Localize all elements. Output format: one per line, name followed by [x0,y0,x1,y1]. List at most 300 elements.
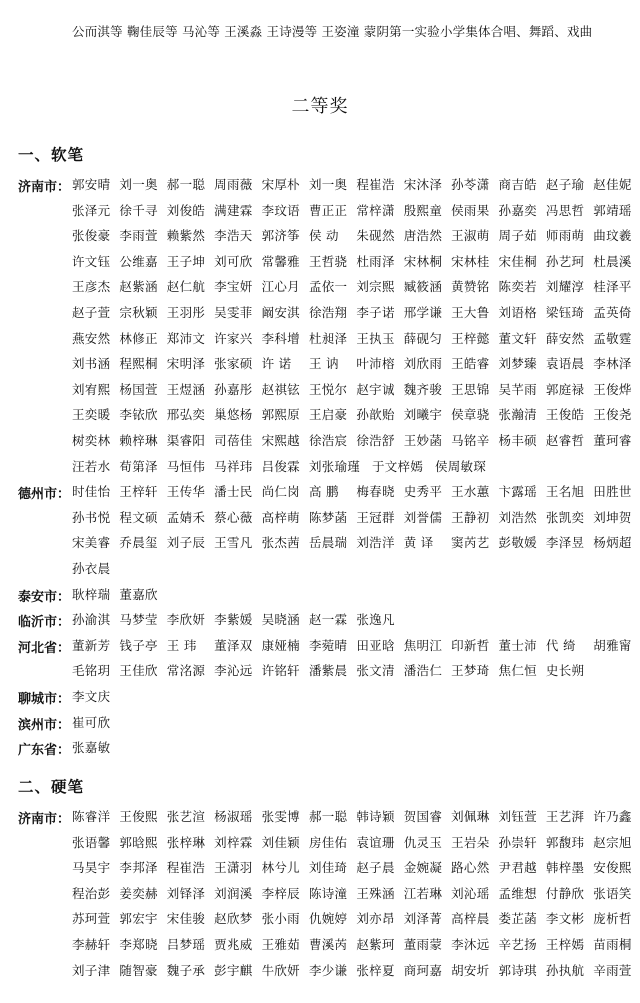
winner-name: 王水蕙 [451,484,490,500]
winner-name: 陈睿洋 [72,809,111,824]
winner-name: 贺国睿 [403,809,443,824]
name-row [72,533,640,551]
winner-name: 王执玉 [356,330,395,346]
winner-name: 韩诗颖 [356,809,395,824]
winner-name: 巢悠杨 [214,407,253,423]
winner-name: 张小雨 [261,911,300,927]
winner-name: 李文彬 [545,911,585,927]
winner-name: 刘耀淳 [545,279,585,295]
winner-name: 张语馨 [72,834,111,850]
winner-name: 吴雯菲 [214,305,253,320]
winner-name: 王羽彤 [166,305,206,320]
name-row [72,585,640,603]
winner-name: 史长朔 [545,663,585,679]
winner-name: 程崔浩 [166,860,206,876]
city-label: 广东省： [18,743,71,759]
winner-name: 李宝妍 [214,279,253,295]
winner-name: 孟维想 [498,885,537,901]
winner-name: 满建霖 [214,202,253,218]
winner-name: 董士沛 [498,637,537,653]
winner-name: 杨国萱 [119,381,158,397]
winner-name: 郭济筝 [261,228,300,244]
name-row [72,610,640,628]
winner-name: 李郑晓 [119,937,158,952]
winner-name: 张梓夏 [356,962,395,978]
winner-name: 师雨萌 [545,228,585,244]
winner-name: 王潇羽 [214,860,253,876]
winner-name: 李紫媛 [214,612,253,628]
city-label: 泰安市： [18,589,71,605]
winner-name: 冯思哲 [545,202,585,218]
winner-name: 赵子晨 [356,860,395,876]
winner-name: 仇婉婷 [308,911,348,927]
winner-name: 赵一霖 [308,612,348,628]
winner-name: 马恒伟 [166,458,206,474]
winner-name: 辛雨萱 [593,962,632,978]
name-row [72,884,640,902]
winner-name: 王殊涵 [356,885,395,901]
winner-name: 刘宥熙 [72,381,111,397]
winner-name: 曹正正 [308,202,348,218]
winner-name: 张杰茜 [261,535,300,551]
winner-name: 张雯博 [261,809,300,824]
winner-name: 周雨薇 [214,177,253,192]
winner-name: 燕安然 [72,330,111,346]
winner-name: 李梓辰 [261,885,300,901]
winner-name: 张家硕 [214,356,253,372]
name-row [72,201,640,219]
winner-name: 李少谦 [308,962,348,978]
name-row [72,508,640,526]
winner-name: 苗雨桐 [593,937,632,952]
winner-name: 邢弘奕 [166,407,206,423]
winner-name: 吴晓涵 [261,612,300,628]
winner-name: 房佳佑 [308,834,348,850]
winner-name: 刘誉儒 [403,509,443,525]
winner-name: 侯 动 [308,228,339,244]
winner-name: 蔡心薇 [214,509,253,525]
winner-name: 李赫轩 [72,937,111,952]
winner-name: 史秀平 [403,484,443,500]
winner-name: 刘润溪 [214,885,253,901]
winner-name: 宋厚朴 [261,177,300,192]
winner-name: 姜奕赫 [119,885,158,901]
winner-name: 杜晨溪 [593,253,632,269]
winner-name: 乔晨玺 [119,535,158,551]
winner-name: 王淑萌 [451,228,490,244]
winner-name: 时佳怡 [72,484,111,500]
winner-name: 焦明江 [403,637,443,653]
winner-name: 王静初 [451,509,490,525]
winner-name: 宋熙越 [261,433,300,448]
winner-name: 娄芷菡 [498,911,537,927]
winner-name: 王梓嫣 [545,937,585,952]
winner-name: 孙歆贻 [356,407,395,423]
winner-name: 树奕林 [72,433,111,448]
name-row [72,687,640,705]
name-row [72,636,640,654]
winner-name: 刘佳颖 [261,834,300,850]
name-row [72,738,640,756]
winner-name: 王雅茹 [261,937,300,952]
winner-name: 韩梓墨 [545,860,585,876]
winner-name: 程崔浩 [356,177,395,192]
winner-name: 林兮儿 [261,860,300,876]
winner-name: 路心然 [451,860,490,876]
winner-name: 郭诗琪 [498,962,537,978]
winner-name: 郝一聪 [308,809,348,824]
winner-name: 杨炳超 [593,535,632,551]
winner-name: 司蓓佳 [214,433,253,448]
winner-name: 刘子辰 [166,535,206,551]
winner-name: 刘宗熙 [356,279,395,295]
winner-name: 王大鲁 [451,305,490,320]
winner-name: 于文梓嫣 [371,458,424,474]
winner-name: 程文硕 [119,509,158,525]
winner-name: 王皓睿 [451,356,490,372]
winner-name: 林修正 [119,330,158,346]
winner-name: 王悦尔 [308,381,348,397]
winner-name: 尚仁岗 [261,484,300,500]
winner-name: 程治彭 [72,885,111,901]
name-row [72,713,640,731]
winner-name: 吕梦瑶 [166,937,206,952]
winner-name: 王雪凡 [214,535,253,551]
winner-name: 刘浩然 [498,509,537,525]
winner-name: 臧筱涵 [403,279,443,295]
winner-name: 耿梓瑞 [72,586,111,602]
winner-name: 常馨雅 [261,253,300,269]
winner-name: 田亚晗 [356,637,395,653]
winner-name: 孙艺珂 [545,253,585,269]
winner-name: 赵欣梦 [214,911,253,927]
winner-name: 李子诺 [356,305,395,320]
winner-name: 刘铎泽 [166,885,206,901]
name-row [72,457,640,475]
winner-name: 潘浩仁 [403,663,443,679]
name-row [72,858,640,876]
winner-name: 李沐远 [451,937,490,952]
winner-name: 赖紫然 [166,228,206,244]
winner-name: 陈诗潼 [308,885,348,901]
winner-name: 郭熙原 [261,407,300,423]
winner-name: 孙嘉奕 [498,202,537,218]
winner-name: 常洺源 [166,663,206,679]
winner-name: 李林泽 [593,356,632,372]
winner-name: 孙苓潇 [451,177,490,192]
winner-name: 刘佩琳 [451,809,490,824]
winner-name: 康娅楠 [261,637,300,653]
winner-name: 孟婧禾 [166,509,206,525]
winner-name: 高梓晨 [451,911,490,927]
winner-name: 杜雨泽 [356,253,395,269]
winner-name: 刘佳琦 [308,860,348,876]
winner-name: 李欣妍 [166,612,206,628]
winner-name: 王俊尧 [593,407,632,423]
winner-name: 刘沁瑶 [451,885,490,901]
winner-name: 李邦泽 [119,860,158,876]
name-row [72,354,640,372]
winner-name: 王佳欣 [119,663,158,679]
winner-name: 张瀚清 [498,407,537,423]
winner-name: 殷熙童 [403,202,443,218]
winner-name: 许家兴 [214,330,253,346]
winner-name: 马昊宇 [72,860,111,876]
name-row [72,431,640,449]
winner-name: 王俊皓 [545,407,585,423]
winner-name: 阚安淇 [261,305,300,320]
winner-name: 辛艺扬 [498,937,537,952]
winner-name: 王哲骁 [308,253,348,269]
winner-name: 金婉凝 [403,860,443,876]
winner-name: 马梦莹 [119,612,158,628]
winner-name: 宋沐泽 [403,177,443,192]
winner-name: 张逸凡 [356,612,395,628]
winner-name: 安俊熙 [593,860,632,876]
winner-name: 刘欣雨 [403,356,443,372]
name-row [72,175,640,193]
winner-name: 宗秋颖 [119,305,158,320]
winner-name: 朱砚然 [356,228,395,244]
city-label: 滨州市： [18,717,71,733]
winner-name: 杨丰硕 [498,433,537,448]
winner-name: 魏齐骏 [403,381,443,397]
winner-name: 王 讷 [308,356,339,372]
previous-award-line: 公而淇等 鞠佳辰等 马沁等 王溪淼 王诗漫等 王姿潼 蒙阴第一实验小学集体合唱、舞蹈、戏曲 [72,24,593,39]
winner-name: 潘紫晨 [308,663,348,679]
winner-name: 邢学谦 [403,305,443,320]
winner-name: 马祥玮 [214,458,253,474]
winner-name: 庞析哲 [593,911,632,927]
winner-name: 桂泽平 [593,279,632,295]
winner-name: 崔可欣 [72,714,111,730]
winner-name: 王思锦 [451,381,490,397]
winner-name: 牛欣妍 [261,962,300,978]
winner-name: 王妙菡 [403,433,443,448]
city-label: 济南市： [18,812,71,827]
winner-name: 商珂嘉 [403,962,443,978]
winner-name: 董嘉欣 [119,586,158,602]
winner-name: 陈梦菡 [308,509,348,525]
winner-name: 袁谊珊 [356,834,395,850]
section-heading: 二、硬笔 [18,778,85,796]
winner-name: 徐浩宸 [308,433,348,448]
winner-name: 郑沛文 [166,330,206,346]
name-row [72,909,640,927]
name-row [72,277,640,295]
winner-name: 王子坤 [166,253,206,269]
winner-name: 赵佳妮 [593,177,632,192]
winner-name: 王名旭 [545,484,585,500]
winner-name: 赵子瑜 [545,177,585,192]
winner-name: 魏子承 [166,962,206,978]
name-row [72,226,640,244]
winner-name: 张俊豪 [72,228,111,244]
winner-name: 赵宇诚 [356,381,395,397]
winner-name: 刘亦昂 [356,911,395,927]
winner-name: 赵子萱 [72,305,111,320]
winner-name: 卞露瑶 [498,484,537,500]
name-row [72,329,640,347]
winner-name: 张梓琳 [166,834,206,850]
winner-name: 黄 译 [403,535,434,551]
winner-name: 孙执航 [545,962,585,978]
winner-name: 吕俊霖 [261,458,300,474]
winner-name: 郝一聪 [166,177,206,192]
winner-name: 王 玮 [166,637,197,653]
winner-name: 董泽双 [214,637,253,653]
winner-name: 王奕暖 [72,407,111,423]
name-row [72,482,640,500]
winner-name: 仇灵玉 [403,834,443,850]
winner-name: 赵宗旭 [593,834,632,850]
winner-name: 孟依一 [308,279,348,295]
winner-name: 刘俊皓 [166,202,206,218]
name-row [72,405,640,423]
winner-name: 郭庭禄 [545,381,585,397]
winner-name: 王梓轩 [119,484,158,500]
winner-name: 郭晗熙 [119,834,158,850]
name-row [72,252,640,270]
winner-name: 田胜世 [593,484,632,500]
winner-name: 黄赞铭 [451,279,490,295]
winner-name: 李菀晴 [308,637,348,653]
winner-name: 王启豪 [308,407,348,423]
winner-name: 李玟语 [261,202,300,218]
section-heading: 一、软笔 [18,146,85,164]
winner-name: 王岩朵 [451,834,490,850]
winner-name: 彭宇麒 [214,962,253,978]
winner-name: 吴芊雨 [498,381,537,397]
winner-name: 袁语晨 [545,356,585,372]
winner-name: 刘坤贺 [593,509,632,525]
winner-name: 宋明泽 [166,356,206,372]
winner-name: 胡安圻 [451,962,490,978]
name-row [72,303,640,321]
winner-name: 赵祺铉 [261,381,300,397]
winner-name: 杨淑瑶 [214,809,253,824]
winner-name: 赖梓琳 [119,433,158,448]
winner-name: 高 鹏 [308,484,339,500]
winner-name: 董新芳 [72,637,111,653]
winner-name: 岳晨瑞 [308,535,348,551]
winner-name: 刘曦宇 [403,407,443,423]
winner-name: 陈奕若 [498,279,537,295]
winner-name: 渠睿阳 [166,433,206,448]
winner-name: 曲玟羲 [593,228,632,244]
winner-name: 周子茹 [498,228,537,244]
winner-name: 马铭辛 [451,433,490,448]
winner-name: 许铭轩 [261,663,300,679]
name-row [72,935,640,953]
winner-name: 王俊烨 [593,381,632,397]
winner-name: 王梦琦 [451,663,490,679]
winner-name: 刘可欣 [214,253,253,269]
winner-name: 苏珂萱 [72,911,111,927]
winner-name: 常梓潇 [356,202,395,218]
winner-name: 李文庆 [72,689,111,704]
winner-name: 张艺渲 [166,809,206,824]
winner-name: 焦仁恒 [498,663,537,679]
winner-name: 尹君越 [498,860,537,876]
winner-name: 高梓萌 [261,509,300,525]
winner-name: 孟英倚 [593,305,632,320]
winner-name: 江心月 [261,279,300,295]
winner-name: 侯章骁 [451,407,490,423]
winner-name: 刘书涵 [72,356,111,372]
winner-name: 刘梦臻 [498,356,537,372]
winner-name: 刘梓霖 [214,834,253,850]
winner-name: 张嘉敏 [72,740,111,756]
winner-name: 侯周敏琛 [434,458,487,474]
winner-name: 薛安然 [545,330,585,346]
winner-name: 刘钰萱 [498,809,537,824]
winner-name: 荀第泽 [119,458,158,474]
winner-name: 宋美睿 [72,535,111,551]
winner-name: 孟敬霆 [593,330,632,346]
name-row [72,661,640,679]
winner-name: 孙崇轩 [498,834,537,850]
city-label: 济南市： [18,180,71,195]
name-row [72,559,640,577]
winner-name: 王俊熙 [119,809,158,824]
winner-name: 印新哲 [451,637,490,653]
winner-name: 李雨萱 [119,228,158,244]
winner-name: 徐浩翔 [308,305,348,320]
winner-name: 许文钰 [72,253,111,269]
winner-name: 程熙桐 [119,356,158,372]
winner-name: 唐浩然 [403,228,443,244]
winner-name: 王传华 [166,484,206,500]
winner-name: 刘泽菁 [403,911,443,927]
winner-name: 张语笑 [593,885,632,901]
city-label: 德州市： [18,487,71,503]
winner-name: 张泽元 [72,202,111,218]
name-row [72,961,640,979]
winner-name: 公维嘉 [119,253,158,269]
name-row [72,380,640,398]
winner-name: 王彦杰 [72,279,111,295]
winner-name: 窦芮艺 [451,535,490,551]
winner-name: 郭馥玮 [545,834,585,850]
winner-name: 孙书悦 [72,509,111,525]
winner-name: 孙衣晨 [72,561,111,576]
winner-name: 李科增 [261,330,300,346]
winner-name: 李沁远 [214,663,253,679]
winner-name: 刘一奥 [308,177,348,192]
winner-name: 潘士民 [214,484,253,500]
winner-name: 李浩天 [214,228,253,244]
winner-name: 刘张瑜瑾 [308,458,361,474]
winner-name: 江若琳 [403,885,443,901]
winner-name: 孙渝淇 [72,612,111,628]
winner-name: 许 诺 [261,356,292,372]
winner-name: 叶沛榕 [356,356,395,372]
winner-name: 彭敬媛 [498,535,537,551]
winner-name: 王艺湃 [545,809,585,824]
name-row [72,833,640,851]
winner-name: 董雨蒙 [403,937,443,952]
winner-name: 郭宏宇 [119,911,158,927]
winner-name: 宋林桐 [403,253,443,269]
winner-name: 董文轩 [498,330,537,346]
winner-name: 商吉皓 [498,177,537,192]
winner-name: 许乃鑫 [593,809,632,824]
winner-name: 刘浩洋 [356,535,395,551]
winner-name: 刘一奥 [119,177,158,192]
city-label: 河北省： [18,640,71,656]
winner-name: 赵紫珂 [356,937,395,952]
